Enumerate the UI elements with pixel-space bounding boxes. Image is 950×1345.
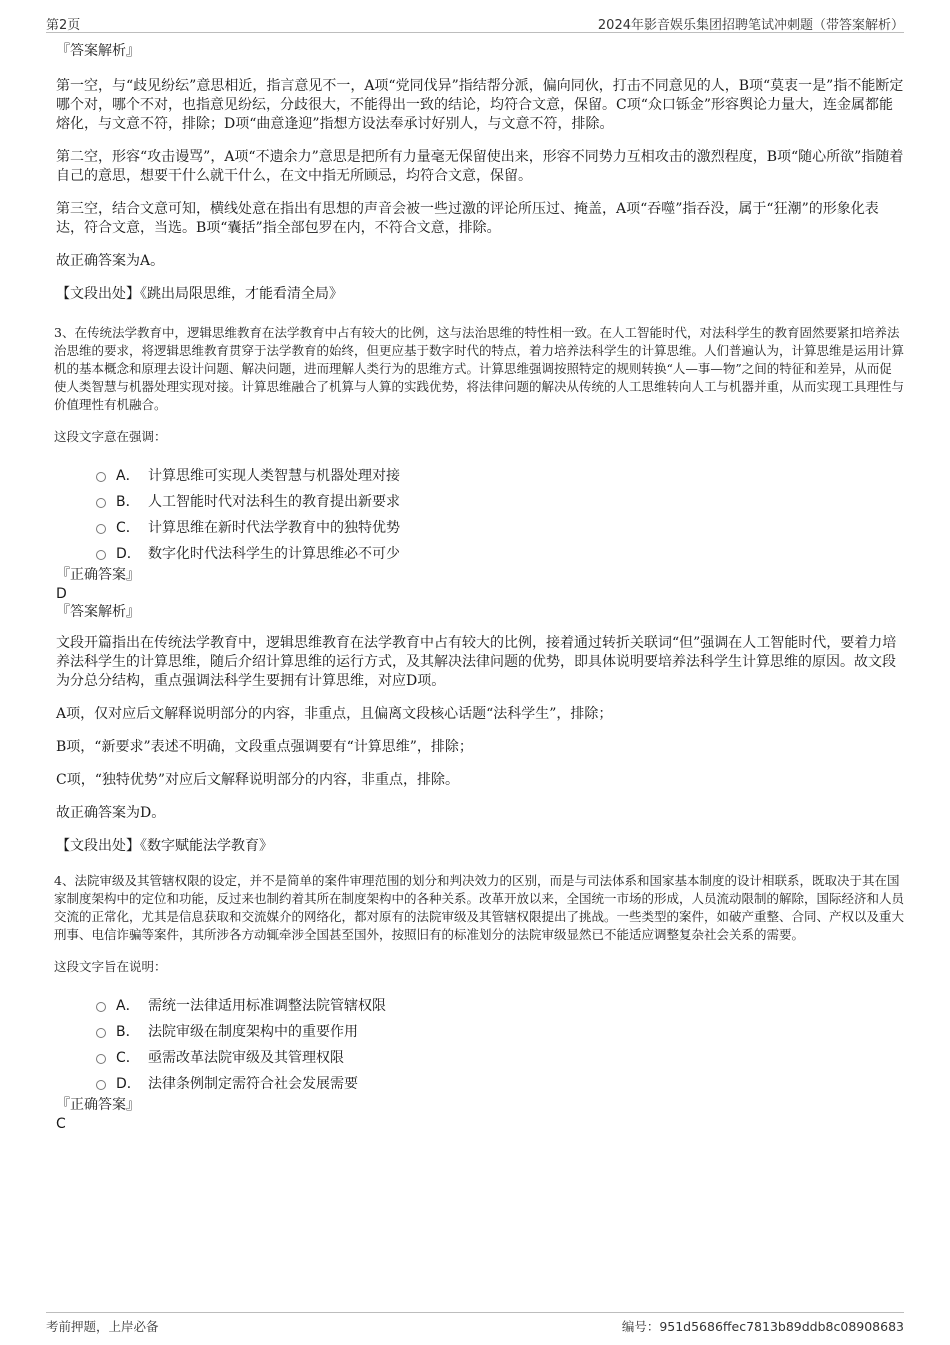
q3-source-text: 《数字赋能法学教育》 xyxy=(140,838,273,854)
q3-analysis-para-4: C项，“独特优势”对应后文解释说明部分的内容，非重点，排除。 xyxy=(56,772,460,788)
q3-prompt: 这段文字意在强调： xyxy=(54,429,167,444)
page-footer xyxy=(46,1312,904,1335)
page-number: 第2页 xyxy=(46,18,81,33)
q3-option-c[interactable]: C． 计算思维在新时代法学教育中的独特优势 xyxy=(96,514,904,540)
q3-option-d[interactable]: D． 数字化时代法科学生的计算思维必不可少 xyxy=(96,540,904,566)
q2-analysis-para-2: 第二空，形容“攻击谩骂”，A项“不遗余力”意思是把所有力量毫无保留使出来，形容不同势力互相攻击的激烈程度，B项“随心所欲”指随着自己的意思，想要干什么就干什么，在文中指无所顾忌，均符合文意，保留。 xyxy=(56,149,904,184)
q2-source-label: 【文段出处】 xyxy=(56,286,140,302)
radio-icon[interactable] xyxy=(96,1054,106,1064)
page-content xyxy=(56,42,904,1133)
q3-analysis-para-3: B项，“新要求”表述不明确，文段重点强调要有“计算思维”，排除； xyxy=(56,739,473,755)
q4-answer-title: 『正确答案』 xyxy=(56,1097,140,1113)
document-title: 2024年影音娱乐集团招聘笔试冲刺题（带答案解析） xyxy=(597,18,904,33)
radio-icon[interactable] xyxy=(96,1080,106,1090)
radio-icon[interactable] xyxy=(96,524,106,534)
radio-icon[interactable] xyxy=(96,1002,106,1012)
q2-analysis-title: 『答案解析』 xyxy=(56,43,140,59)
radio-icon[interactable] xyxy=(96,1028,106,1038)
q3-analysis-para-1: 文段开篇指出在传统法学教育中，逻辑思维教育在法学教育中占有较大的比例，接着通过转折关联词“但”强调在人工智能时代，要着力培养法科学生的计算思维，随后介绍计算思维的运行方式，及其解决法律问题的优势，即具体说明要培养法科学生计算思维的原因。故文段为分总分结构，重点强调法科学生要拥有计算思维，对应D项。 xyxy=(56,635,897,689)
q2-analysis-conclusion: 故正确答案为A。 xyxy=(56,253,165,269)
q3-stem: 3、在传统法学教育中，逻辑思维教育在法学教育中占有较大的比例，这与法治思维的特性相一致。在人工智能时代，对法科学生的教育固然要紧扣培养法治思维的要求，将逻辑思维教育贯穿于法学教育的始终，但更应基于数字时代的特点，着力培养法科学生的计算思维。人们普遍认为，计算思维是运用计算机的基本概念和原理去设计问题、解决问题，进而理解人类行为的思维方式。计算思维强调按照特定的规则转换“人—事—物”之间的特征和差异，从而促使人类智慧与机器处理实现对接。计算思维融合了机算与人算的实践优势，将法律问题的解决从传统的人工思维转向人工与机器并重，从而实现工具理性与价值理性有机融合。 xyxy=(54,325,905,412)
q3-option-b[interactable]: B． 人工智能时代对法科生的教育提出新要求 xyxy=(96,488,904,514)
q3-source xyxy=(56,837,904,856)
radio-icon[interactable] xyxy=(96,498,106,508)
q3-options xyxy=(96,462,904,566)
q4-stem: 4、法院审级及其管辖权限的设定，并不是简单的案件审理范围的划分和判决效力的区别，而是与司法体系和国家基本制度的设计相联系，既取决于其在国家制度架构中的定位和功能，反过来也制约着其所在制度架构中的各种关系。改革开放以来，全国统一市场的形成，人员流动限制的解除，国际经济和人员交流的正常化，尤其是信息获取和交流媒介的网络化，都对原有的法院审级及其管辖权限提出了挑战。一些类型的案件，如破产重整、合同、产权以及重大刑事、电信诈骗等案件，其所涉各方动辄牵涉全国甚至国外，按照旧有的标准划分的法院审级显然已不能适应调整复杂社会关系的需要。 xyxy=(54,873,905,942)
q4-option-c[interactable]: C． 亟需改革法院审级及其管理权限 xyxy=(96,1044,904,1070)
q4-option-b[interactable]: B． 法院审级在制度架构中的重要作用 xyxy=(96,1018,904,1044)
q4-option-a[interactable]: A． 需统一法律适用标准调整法院管辖权限 xyxy=(96,992,904,1018)
radio-icon[interactable] xyxy=(96,550,106,560)
q3-analysis-conclusion: 故正确答案为D。 xyxy=(56,805,166,821)
q2-analysis-para-1: 第一空，与“歧见纷纭”意思相近，指言意见不一，A项“党同伐异”指结帮分派，偏向同伙，打击不同意见的人，B项“莫衷一是”指不能断定哪个对，哪个不对，也指意见纷纭，分歧很大，不能得出一致的结论，均符合文意，保留。C项“众口铄金”形容舆论力量大，连金属都能熔化，与文意不符，排除；D项“曲意逢迎”指想方设法奉承讨好别人，与文意不符，排除。 xyxy=(56,78,904,132)
q4-answer: C xyxy=(56,1116,66,1132)
q4-option-d[interactable]: D． 法律条例制定需符合社会发展需要 xyxy=(96,1070,904,1096)
q2-analysis-para-3: 第三空，结合文意可知，横线处意在指出有思想的声音会被一些过激的评论所压过、掩盖，A项“吞噬”指吞没，属于“狂潮”的形象化表达，符合文意，当选。B项“囊括”指全部包罗在内，不符合文意，排除。 xyxy=(56,201,879,236)
q2-source-text: 《跳出局限思维，才能看清全局》 xyxy=(140,286,343,302)
q4-prompt: 这段文字旨在说明： xyxy=(54,959,167,974)
q3-analysis-title: 『答案解析』 xyxy=(56,604,140,620)
q3-source-label: 【文段出处】 xyxy=(56,838,140,854)
q3-option-a[interactable]: A． 计算思维可实现人类智慧与机器处理对接 xyxy=(96,462,904,488)
q3-answer: D xyxy=(56,586,67,602)
q3-analysis-para-2: A项，仅对应后文解释说明部分的内容，非重点，且偏离文段核心话题“法科学生”，排除； xyxy=(56,706,613,722)
footer-slogan: 考前押题，上岸必备 xyxy=(46,1319,159,1334)
page-header xyxy=(46,10,904,33)
footer-serial-number: 编号：951d5686ffec7813b89ddb8c08908683 xyxy=(621,1319,904,1334)
q3-answer-title: 『正确答案』 xyxy=(56,567,140,583)
q2-source xyxy=(56,285,904,304)
q4-options xyxy=(96,992,904,1096)
radio-icon[interactable] xyxy=(96,472,106,482)
